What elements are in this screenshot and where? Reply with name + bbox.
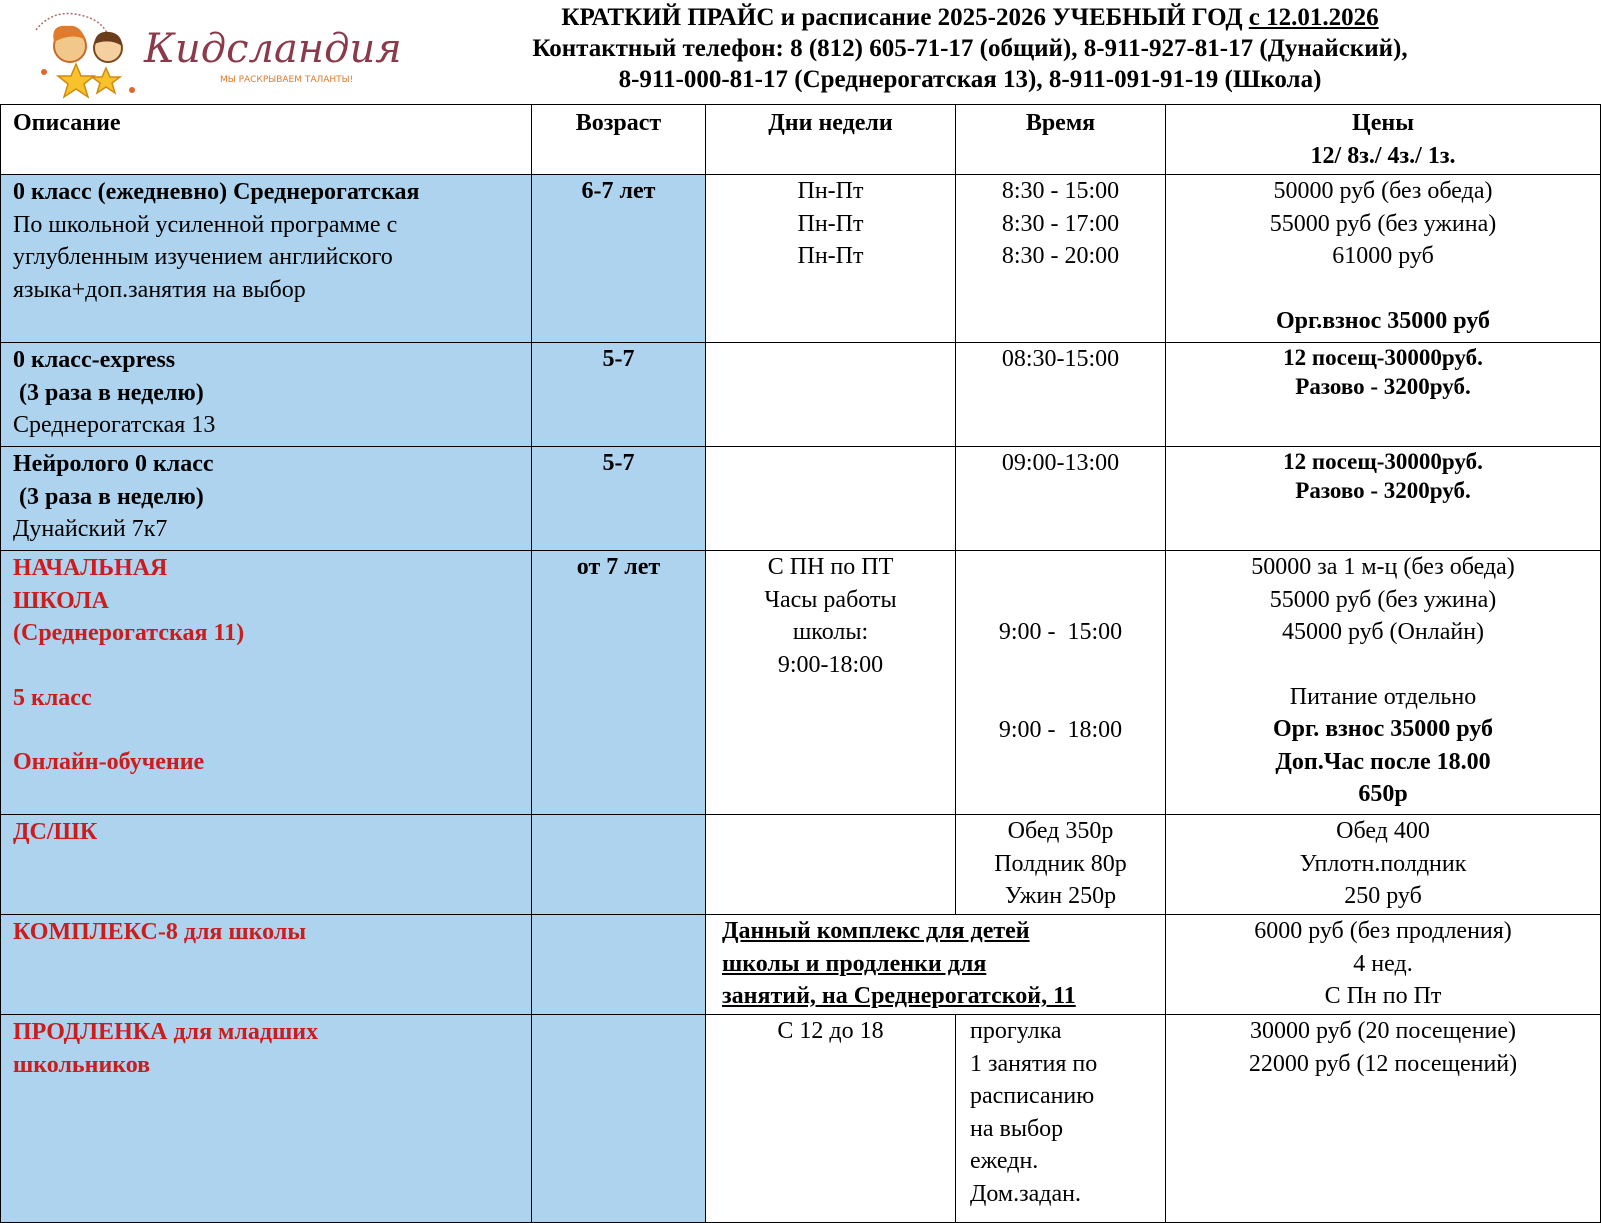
row-days	[706, 447, 956, 551]
row-age: 5-7	[532, 447, 706, 551]
table-row	[1, 551, 1601, 815]
row-description: 0 класс-express (3 раза в неделю) Среднерогатская 13	[1, 343, 532, 447]
page-title: КРАТКИЙ ПРАЙС и расписание 2025-2026 УЧЕБНЫЙ ГОД с 12.01.2026	[561, 4, 1379, 31]
row-prices: 12 посещ-30000руб. Разово - 3200руб.	[1166, 343, 1601, 447]
row-description: ПРОДЛЕНКА для младших школьников	[1, 1015, 532, 1223]
svg-text:Кидсландия: Кидсландия	[144, 26, 402, 72]
table-row	[1, 815, 1601, 915]
row-description: Нейролого 0 класс (3 раза в неделю) Дунайский 7к7	[1, 447, 532, 551]
table-row	[1, 343, 1601, 447]
row-time: 09:00-13:00	[956, 447, 1166, 551]
title-block	[340, 2, 1600, 95]
header-time: Время	[956, 105, 1166, 175]
row-age: 5-7	[532, 343, 706, 447]
row-prices: 50000 за 1 м-ц (без обеда) 55000 руб (без ужина) 45000 руб (Онлайн) Питание отдельно Орг. взнос 35000 руб Доп.Час после 18.00 650р	[1166, 551, 1601, 815]
row-description: НАЧАЛЬНАЯ ШКОЛА (Среднерогатская 11) 5 класс Онлайн-обучение	[1, 551, 532, 815]
row-prices: Обед 400 Уплотн.полдник 250 руб	[1166, 815, 1601, 915]
row-age: 6-7 лет	[532, 175, 706, 343]
row-time: Обед 350р Полдник 80р Ужин 250р	[956, 815, 1166, 915]
row-time: 8:30 - 15:00 8:30 - 17:00 8:30 - 20:00	[956, 175, 1166, 343]
contacts-line-2: 8-911-000-81-17 (Среднерогатская 13), 8-911-091-91-19 (Школа)	[618, 66, 1322, 93]
row-prices: 6000 руб (без продления) 4 нед. С Пн по Пт	[1166, 915, 1601, 1015]
row-prices: 12 посещ-30000руб. Разово - 3200руб.	[1166, 447, 1601, 551]
row-age	[532, 915, 706, 1015]
header	[0, 0, 1600, 104]
row-description: ДС/ШК	[1, 815, 532, 915]
row-age	[532, 815, 706, 915]
price-table	[0, 104, 1601, 1223]
row-age	[532, 1015, 706, 1223]
contacts-line-1: Контактный телефон: 8 (812) 605-71-17 (общий), 8-911-927-81-17 (Дунайский),	[532, 35, 1408, 62]
header-prices: Цены 12/ 8з./ 4з./ 1з.	[1166, 105, 1601, 175]
svg-text:МЫ РАСКРЫВАЕМ ТАЛАНТЫ!: МЫ РАСКРЫВАЕМ ТАЛАНТЫ!	[220, 75, 354, 85]
row-time: 08:30-15:00	[956, 343, 1166, 447]
row-description: 0 класс (ежедневно) Среднерогатская По школьной усиленной программе с углубленным изучением английского языка+доп.занятия на выбор	[1, 175, 532, 343]
row-days	[706, 815, 956, 915]
row-prices: 50000 руб (без обеда) 55000 руб (без ужина) 61000 руб Орг.взнос 35000 руб	[1166, 175, 1601, 343]
header-days: Дни недели	[706, 105, 956, 175]
row-days	[706, 343, 956, 447]
kidslandia-logo	[24, 2, 402, 102]
row-days: С 12 до 18	[706, 1015, 956, 1223]
row-age: от 7 лет	[532, 551, 706, 815]
row-description: КОМПЛЕКС-8 для школы	[1, 915, 532, 1015]
row-days: С ПН по ПТ Часы работы школы: 9:00-18:00	[706, 551, 956, 815]
table-row	[1, 175, 1601, 343]
row-days: Пн-Пт Пн-Пт Пн-Пт	[706, 175, 956, 343]
row-note: Данный комплекс для детей школы и продленки для занятий, на Среднерогатской, 11	[706, 915, 1166, 1015]
table-row	[1, 915, 1601, 1015]
table-row	[1, 1015, 1601, 1223]
row-time: 9:00 - 15:00 9:00 - 18:00	[956, 551, 1166, 815]
row-time: прогулка 1 занятия по расписанию на выбор ежедн. Дом.задан.	[956, 1015, 1166, 1223]
header-age: Возраст	[532, 105, 706, 175]
row-prices: 30000 руб (20 посещение) 22000 руб (12 посещений)	[1166, 1015, 1601, 1223]
table-header-row	[1, 105, 1601, 175]
table-row	[1, 447, 1601, 551]
header-description: Описание	[1, 105, 532, 175]
